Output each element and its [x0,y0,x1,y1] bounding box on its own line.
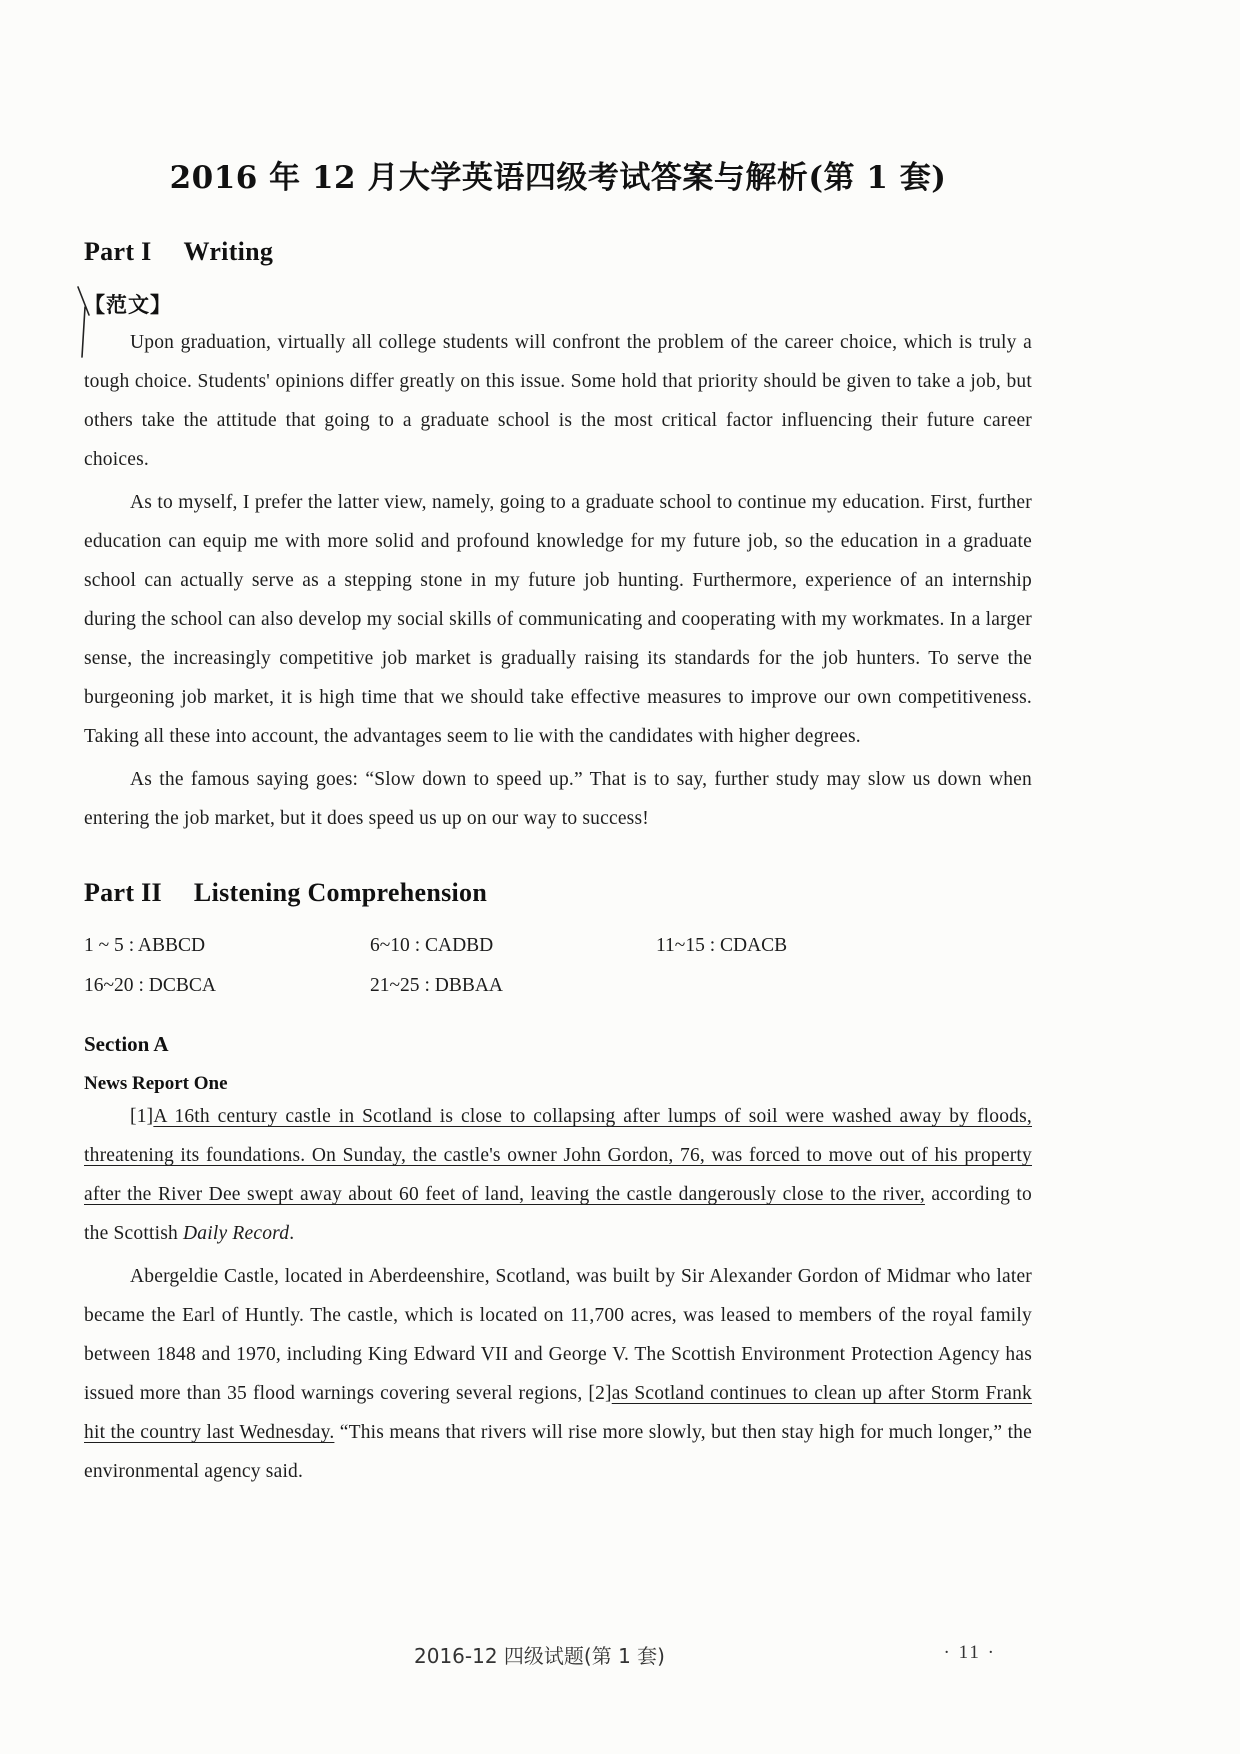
answer-range: 11~15 [656,935,710,956]
paragraph-tail-text: “This means that rivers will rise more slowly, but then stay high for much longer,” the environmental agency said. [84,1422,1032,1482]
answer-letters: DBBAA [434,975,503,996]
answer-marker-1: [1] [130,1106,154,1127]
part-2-name: Listening Comprehension [193,878,488,907]
answer-separator: : [424,975,435,996]
answer-marker-2: [2] [588,1383,612,1404]
paragraph-lead-text: Abergeldie Castle, located in Aberdeenshire, Scotland, was built by Sir Alexander Gordon of Midmar who later became the Earl of Huntly. The castle, which is located on 11,700 acres, was leased to members of the royal family between 1848 and 1970, including King Edward VII and George V. The Scottish Environment Protection Agency has issued more than 35 flood warnings covering several regions, [84,1266,1032,1404]
answer-letters: CDACB [720,935,788,956]
underlined-answer-text-1: A 16th century castle in Scotland is close to collapsing after lumps of soil were washed away by floods, threatening its foundations. On Sunday, the castle's owner John Gordon, 76, was forced to move out of his property after the River Dee swept away about 60 feet of land, leaving the castle dangerously close to the river, [84,1106,1032,1205]
answer-range: 1 ~ 5 [84,935,129,956]
underlined-answer-text-2: as Scotland continues to clean up after Storm Frank hit the country last Wednesday. [84,1383,1032,1443]
answer-separator: : [709,935,720,956]
part-1-name: Writing [183,237,274,266]
part-2-label: Part II [84,878,162,907]
answer-cell [656,966,942,1006]
answer-letters: CADBD [424,935,494,956]
news-report-one-paragraph-2 [84,1257,1032,1491]
answer-separator: : [414,935,425,956]
answer-letters: ABBCD [137,935,206,956]
answer-row [84,926,1032,966]
page-number: · 11 · [943,1642,996,1663]
page-footer [84,1640,1032,1670]
sample-essay-tag: 【范文】 [84,293,172,317]
part-1-heading [84,237,1032,267]
news-report-one-heading: News Report One [84,1073,228,1094]
footer-exam-label: 2016-12 四级试题(第 1 套) [414,1644,665,1668]
answer-separator: : [128,935,138,956]
answer-cell [656,926,942,966]
answer-letters: DCBCA [148,975,216,996]
listening-answer-key [84,926,1032,1006]
paragraph-period: . [289,1223,295,1244]
sample-essay-tag-wrap [84,289,1032,319]
answer-separator: : [138,975,149,996]
essay-paragraph-2: As to myself, I prefer the latter view, namely, going to a graduate school to continue my education. First, further education can equip me with more solid and profound knowledge for my future job, so the education in a graduate school can actually serve as a stepping stone in my future job hunting. Furthermore, experience of an internship during the school can also develop my social skills of communicating and cooperating with my workmates. In a larger sense, the increasingly competitive job market is gradually raising its standards for the job hunters. To serve the burgeoning job market, it is high time that we should take effective measures to improve our own competitiveness. Taking all these into account, the advantages seem to lie with the candidates with higher degrees. [84,492,1032,747]
answer-range: 16~20 [84,975,139,996]
publication-name: Daily Record [183,1223,290,1244]
answer-cell [84,926,370,966]
part-1-label: Part I [84,237,152,266]
answer-cell [370,926,656,966]
answer-row [84,966,1032,1006]
answer-cell [84,966,370,1006]
answer-cell [370,966,656,1006]
paragraph-tail-plain: according to the Scottish [84,1184,1032,1244]
page-title: 2016 年 12 月大学英语四级考试答案与解析(第 1 套) [169,160,947,196]
document-content [84,0,1032,1754]
essay-paragraph-1: Upon graduation, virtually all college students will confront the problem of the career choice, which is truly a tough choice. Students' opinions differ greatly on this issue. Some hold that priority should be given to take a job, but others take the attitude that going to a graduate school is the most critical factor influencing their future career choices. [84,332,1032,470]
part-2-heading [84,878,1032,908]
answer-range: 6~10 [370,935,415,956]
section-a-heading: Section A [84,1032,169,1056]
news-report-one-paragraph-1 [84,1097,1032,1253]
answer-range: 21~25 [370,975,425,996]
essay-paragraph-3: As the famous saying goes: “Slow down to speed up.” That is to say, further study may slow us down when entering the job market, but it does speed us up on our way to success! [84,769,1032,829]
